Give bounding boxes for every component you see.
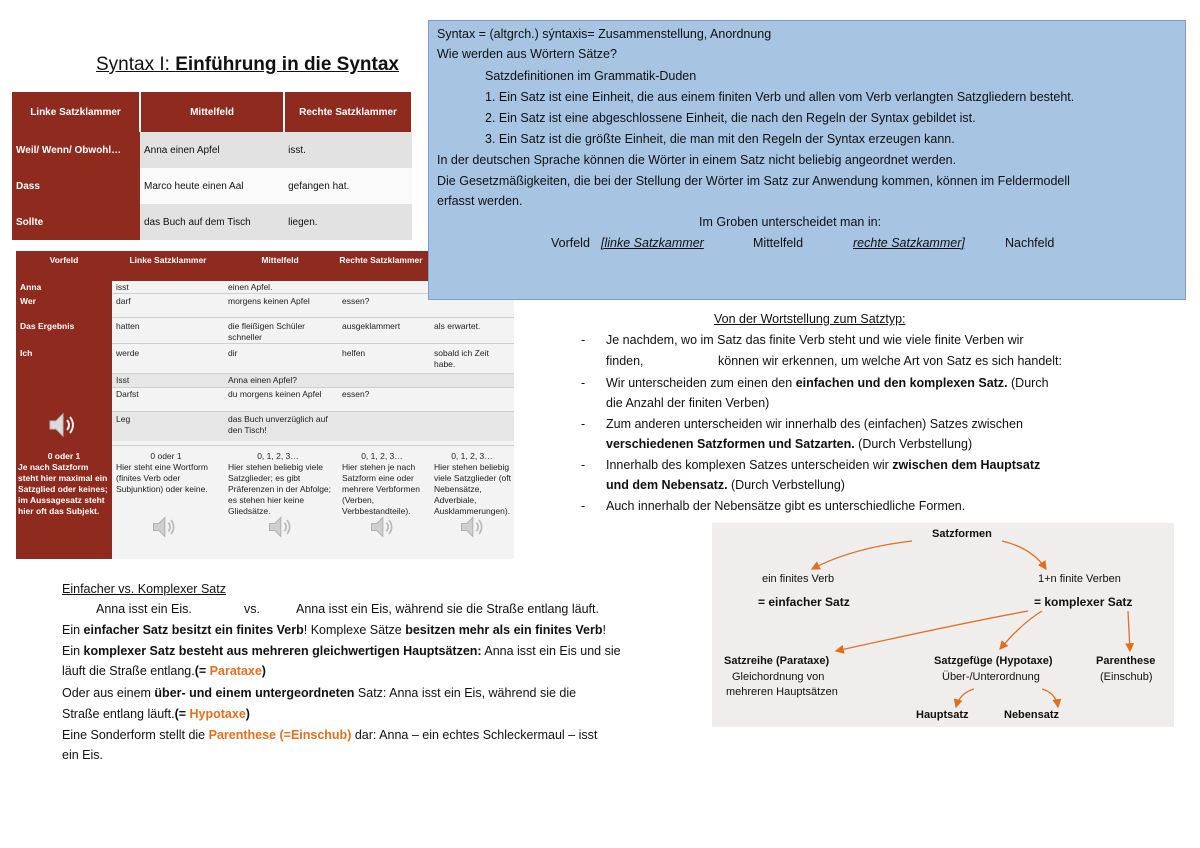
- speaker-icon[interactable]: [46, 409, 78, 441]
- table-header: Rechte Satzklammer: [284, 92, 412, 132]
- page-title: Syntax I: Einführung in die Syntax: [96, 54, 399, 75]
- section-heading: Von der Wortstellung zum Satztyp:: [714, 312, 906, 326]
- table-row: Dass Marco heute einen Aal gefangen hat.: [12, 168, 412, 204]
- speaker-icon[interactable]: [266, 513, 294, 541]
- syntax-definition-box: Syntax = (altgrch.) sýntaxis= Zusammenstellung, Anordnung Wie werden aus Wörtern Sätze? Satzdefinitionen im Grammatik-Duden 1. Ein Satz ist eine Einheit, die aus einem finiten Verb und allen vom Verb verlangten Satzgliedern besteht. 2. Ein Satz ist eine abgeschlossene Einheit, die nach den Regeln der Syntax gebildet ist. 3. Ein Satz ist die größte Einheit, die man mit den Regeln der Syntax erzeugen kann. In der deutschen Sprache können die Wörter in einem Satz nicht beliebig angeordnet werden. Die Gesetzmäßigkeiten, die bei der Stellung der Wörter im Satz zur Anwendung kommen, können im Feldermodell erfasst werden. Im Groben unterscheidet man in: Vorfeld [linke Satzkammer Mittelfeld rechte Satzkammer] Nachfeld: [428, 20, 1186, 300]
- speaker-icon[interactable]: [368, 513, 396, 541]
- speaker-icon[interactable]: [458, 513, 486, 541]
- section-heading: Einfacher vs. Komplexer Satz: [62, 582, 226, 596]
- table-header: Mittelfeld: [140, 92, 284, 132]
- table-header: Vorfeld: [49, 255, 79, 265]
- speaker-icon[interactable]: [150, 513, 178, 541]
- satzklammer-table: [12, 92, 413, 240]
- satzformen-diagram: Satzformen ein finites Verb = einfacher Satz 1+n finite Verben = komplexer Satz Satzreihe (Parataxe) Gleichordnung von mehreren Hauptsätzen Satzgefüge (Hypotaxe) Über-/Unterordnung Parenthese (Einschub) Hauptsatz Nebensatz: [712, 523, 1174, 727]
- table-row: Weil/ Wenn/ Obwohl… Anna einen Apfel isst.: [12, 132, 412, 168]
- table-header: Linke Satzklammer: [12, 92, 140, 132]
- feldermodell-table: Vorfeld Linke Satzklammer Mittelfeld Rechte Satzklammer Anna isst einen Apfel. Wer darf morgens keinen Apfel essen? Das Ergebnis hatten die fleißigen Schüler schneller ausgeklammert als erwartet. Ich werde dir helfen sobald ich Zeit habe. Isst Anna einen Apfel? Darfst du morgens keinen Apfel essen? Leg das Buch unverzüglich auf den Tisch! 0 oder 1 0 oder 1 0, 1, 2, 3… 0, 1, 2, 3… 0, 1, 2, 3… Je nach Satzform steht hier maximal ein Satzglied oder keines; im Aussagesatz steht hier oft das Subjekt. Hier steht eine Wortform (finites Verb oder Subjunktion) oder keine. Hier stehen beliebig viele Satzglieder; es gibt Präferenzen in der Abfolge; es stehen hier keine Gliedsätze. Hier stehen je nach Satzform eine oder mehrere Verbformen (Verben, Verbbestandteile). Hier stehen beliebig viele Satzglieder (oft Nebensätze, Adverbiale, Ausklammerungen).: [16, 251, 514, 559]
- table-row: Sollte das Buch auf dem Tisch liegen.: [12, 204, 412, 240]
- table-header: Linke Satzklammer: [129, 255, 207, 265]
- table-header: Mittelfeld: [261, 255, 299, 265]
- table-header: Rechte Satzklammer: [339, 255, 423, 265]
